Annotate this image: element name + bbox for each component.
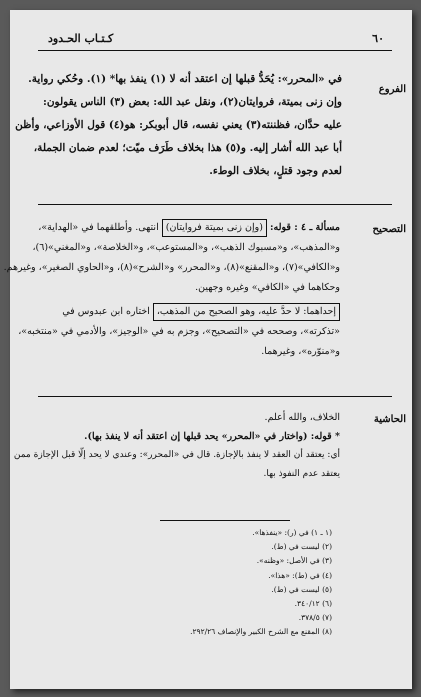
footnote: (١ ـ ١) في (ر): «ينفذها». [252,528,332,537]
furu-line: في «المحرر»: يُحَدُّ قبلها إن اعتقد أنه لا (١) ينفذ بها* (١). وحُكي رواية. [28,73,342,85]
furu-line: أبا عبد الله أشار إليه. و(٥) هذا بخلاف طَرَف ميّت؛ لعدم ضمان الجملة، [33,142,342,154]
footnote: (٥) ليست في (ط). [271,584,332,594]
boxed-quote: (وإن زنى بميتة فروايتان) [162,219,267,237]
hashiya-line: يعتقد عدم النفوذ بها. [263,469,340,479]
footnote: (٤) في (ط): «هذا». [268,570,332,580]
hashiya-label: الحاشية [373,414,406,425]
tashih-rest-2: اختاره ابن عبدوس في [62,306,150,317]
page-header [38,32,392,50]
header-rule [38,50,392,51]
tashih-label: التصحيح [372,224,406,235]
footnote: (٣) في الأصل: «وظنه». [256,556,332,566]
furu-text [15,68,342,183]
hashiya-text [13,408,340,484]
hashiya-line: أي: يعتقد أن العقد لا ينفذ بالإجازة. قال في «المحرر»: وعندي لا يحد إلّا قبل الإجازة ممن [13,450,340,460]
furu-line: لعدم وجود قتلٍ، بخلاف الوطء. [209,165,342,177]
tashih-rest: انتهى. وأطلقهما في «الهداية»، [38,222,159,233]
footnote: (٨) المقنع مع الشرح الكبير والإنصاف ٢٩٢/٢٦. [190,627,332,637]
tashih-line: و«المذهب»، و«مسبوك الذهب»، و«المستوعب»، و«الخلاصة»، و«المغني»(٦)، [32,242,340,253]
section-rule-2 [38,396,392,397]
furu-label: الفروع [378,84,406,95]
furu-line: وإن زنى بميتة، فروايتان(٢)، ونقل عبد الله: بعض (٣) الناس يقولون: [42,96,342,108]
tashih-line: و«منوّره»، وغيرهما. [261,346,340,357]
tashih-line: و«الكافي»(٧)، و«المقنع»(٨)، و«المحرر» و«الشرح»(٨)، و«الحاوي الصغير»، وغيرهم. [3,262,340,273]
hashiya-line: الخلاف، والله أعلم. [264,412,340,423]
footnote: (٦) ٣٤٠/١٢. [294,599,332,609]
tashih-text [3,218,340,362]
tashih-line [40,302,340,322]
footnote: (٧) ٣٧٨/٥. [298,613,332,623]
footnotes [40,526,332,640]
hashiya-line: * قوله: (واختار في «المحرر» يحد قبلها إن اعتقد أنه لا ينفذ بها). [84,431,340,442]
running-title: كـتـاب الحـدود [48,32,114,45]
boxed-ruling: إحداهما: لا حدَّ عليه، وهو الصحيح من المذهب، [153,303,340,321]
page-number: ٦٠ [372,32,384,45]
tashih-line: «تذكرته»، وصححه في «التصحيح»، وجزم به في «الوجيز»، والأدمي في «منتخبه»، [18,326,340,337]
section-rule-1 [38,204,392,205]
issue-heading: مسألة ـ ٤ : قوله: [269,222,340,233]
tashih-line: وحكاهما في «الكافي» وغيره وجهين. [195,282,340,293]
footnote-rule [160,520,290,521]
furu-line: عليه حدَّان، فظننته(٣) يعني نفسه، قال أبوبكر: هو(٤) قول الأوزاعي، وأظن [15,119,342,131]
footnote: (٢) ليست في (ط). [271,542,332,552]
book-page [3,10,412,689]
tashih-line [40,218,340,238]
